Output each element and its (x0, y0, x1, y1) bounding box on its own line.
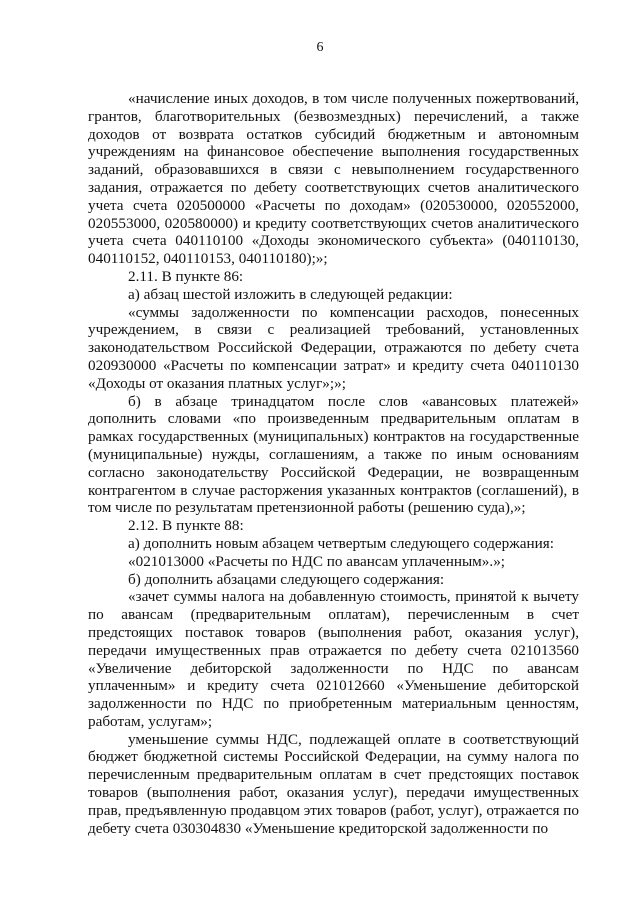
paragraph-2-12-b: б) дополнить абзацами следующего содержания: (128, 570, 445, 588)
paragraph-item-2-11: 2.11. В пункте 86: (128, 267, 244, 285)
paragraph-income-accrual: «начисление иных доходов, в том числе полученных пожертвований, грантов, благотворительных (безвозмездных) перечислений, а также доходов от возврата остатков субсидий бюджетным и автономным учреждениям на финансовое обеспечение выполнения государственных заданий, образовавшихся в связи с невыполнением государственного задания, отражается по дебету соответствующих счетов аналитического учета счета 020500000 «Расчеты по доходам» (020530000, 020552000, 020553000, 020580000) и кредиту соответствующих счетов аналитического учета счета 040110100 «Доходы экономического субъекта» (040110130, 040110152, 040110153, 040110180);»; (88, 90, 579, 268)
paragraph-cost-compensation: «суммы задолженности по компенсации расходов, понесенных учреждением, в связи с реализацией требований, установленных законодательством Российской Федерации, отражаются по дебету счета 020930000 «Расчеты по компенсации затрат» и кредиту счета 040110130 «Доходы от оказания платных услуг»;»; (88, 303, 579, 392)
paragraph-2-11-a: а) абзац шестой изложить в следующей редакции: (128, 285, 453, 303)
paragraph-item-2-12: 2.12. В пункте 88: (128, 517, 244, 535)
paragraph-2-12-a: а) дополнить новым абзацем четвертым следующего содержания: (128, 534, 554, 552)
paragraph-vat-reduction: уменьшение суммы НДС, подлежащей оплате в соответствующий бюджет бюджетной системы Российской Федерации, на сумму налога по перечисленным предварительным оплатам в счет предстоящих поставок товаров (выполнения работ, оказания услуг), передачи имущественных прав, предъявленную продавцом этих товаров (работ, услуг), отражается по дебету счета 030304830 «Уменьшение кредиторской задолженности по (88, 730, 579, 837)
document-body (88, 90, 579, 837)
page-number: 6 (316, 40, 324, 55)
paragraph-2-11-b: б) в абзаце тринадцатом после слов «авансовых платежей» дополнить словами «по произведенным предварительным оплатам в рамках государственных (муниципальных) контрактов на государственные (муниципальные) нужды, соглашениям, а также по иным основаниям согласно законодательству Российской Федерации, не возвращенным контрагентом в случае расторжения указанных контрактов (соглашений), в том числе по результатам претензионной работы (решению суда),»; (88, 392, 579, 517)
paragraph-vat-account: «021013000 «Расчеты по НДС по авансам уплаченным».»; (128, 552, 506, 570)
paragraph-vat-offset: «зачет суммы налога на добавленную стоимость, принятой к вычету по авансам (предварительным оплатам), перечисленным в счет предстоящих поставок товаров (выполнения работ, оказания услуг), передачи имущественных прав отражается по дебету счета 021013560 «Увеличение дебиторской задолженности по НДС по авансам уплаченным» и кредиту счета 021012660 «Уменьшение дебиторской задолженности по НДС по приобретенным материальным ценностям, работам, услугам»; (88, 588, 579, 730)
